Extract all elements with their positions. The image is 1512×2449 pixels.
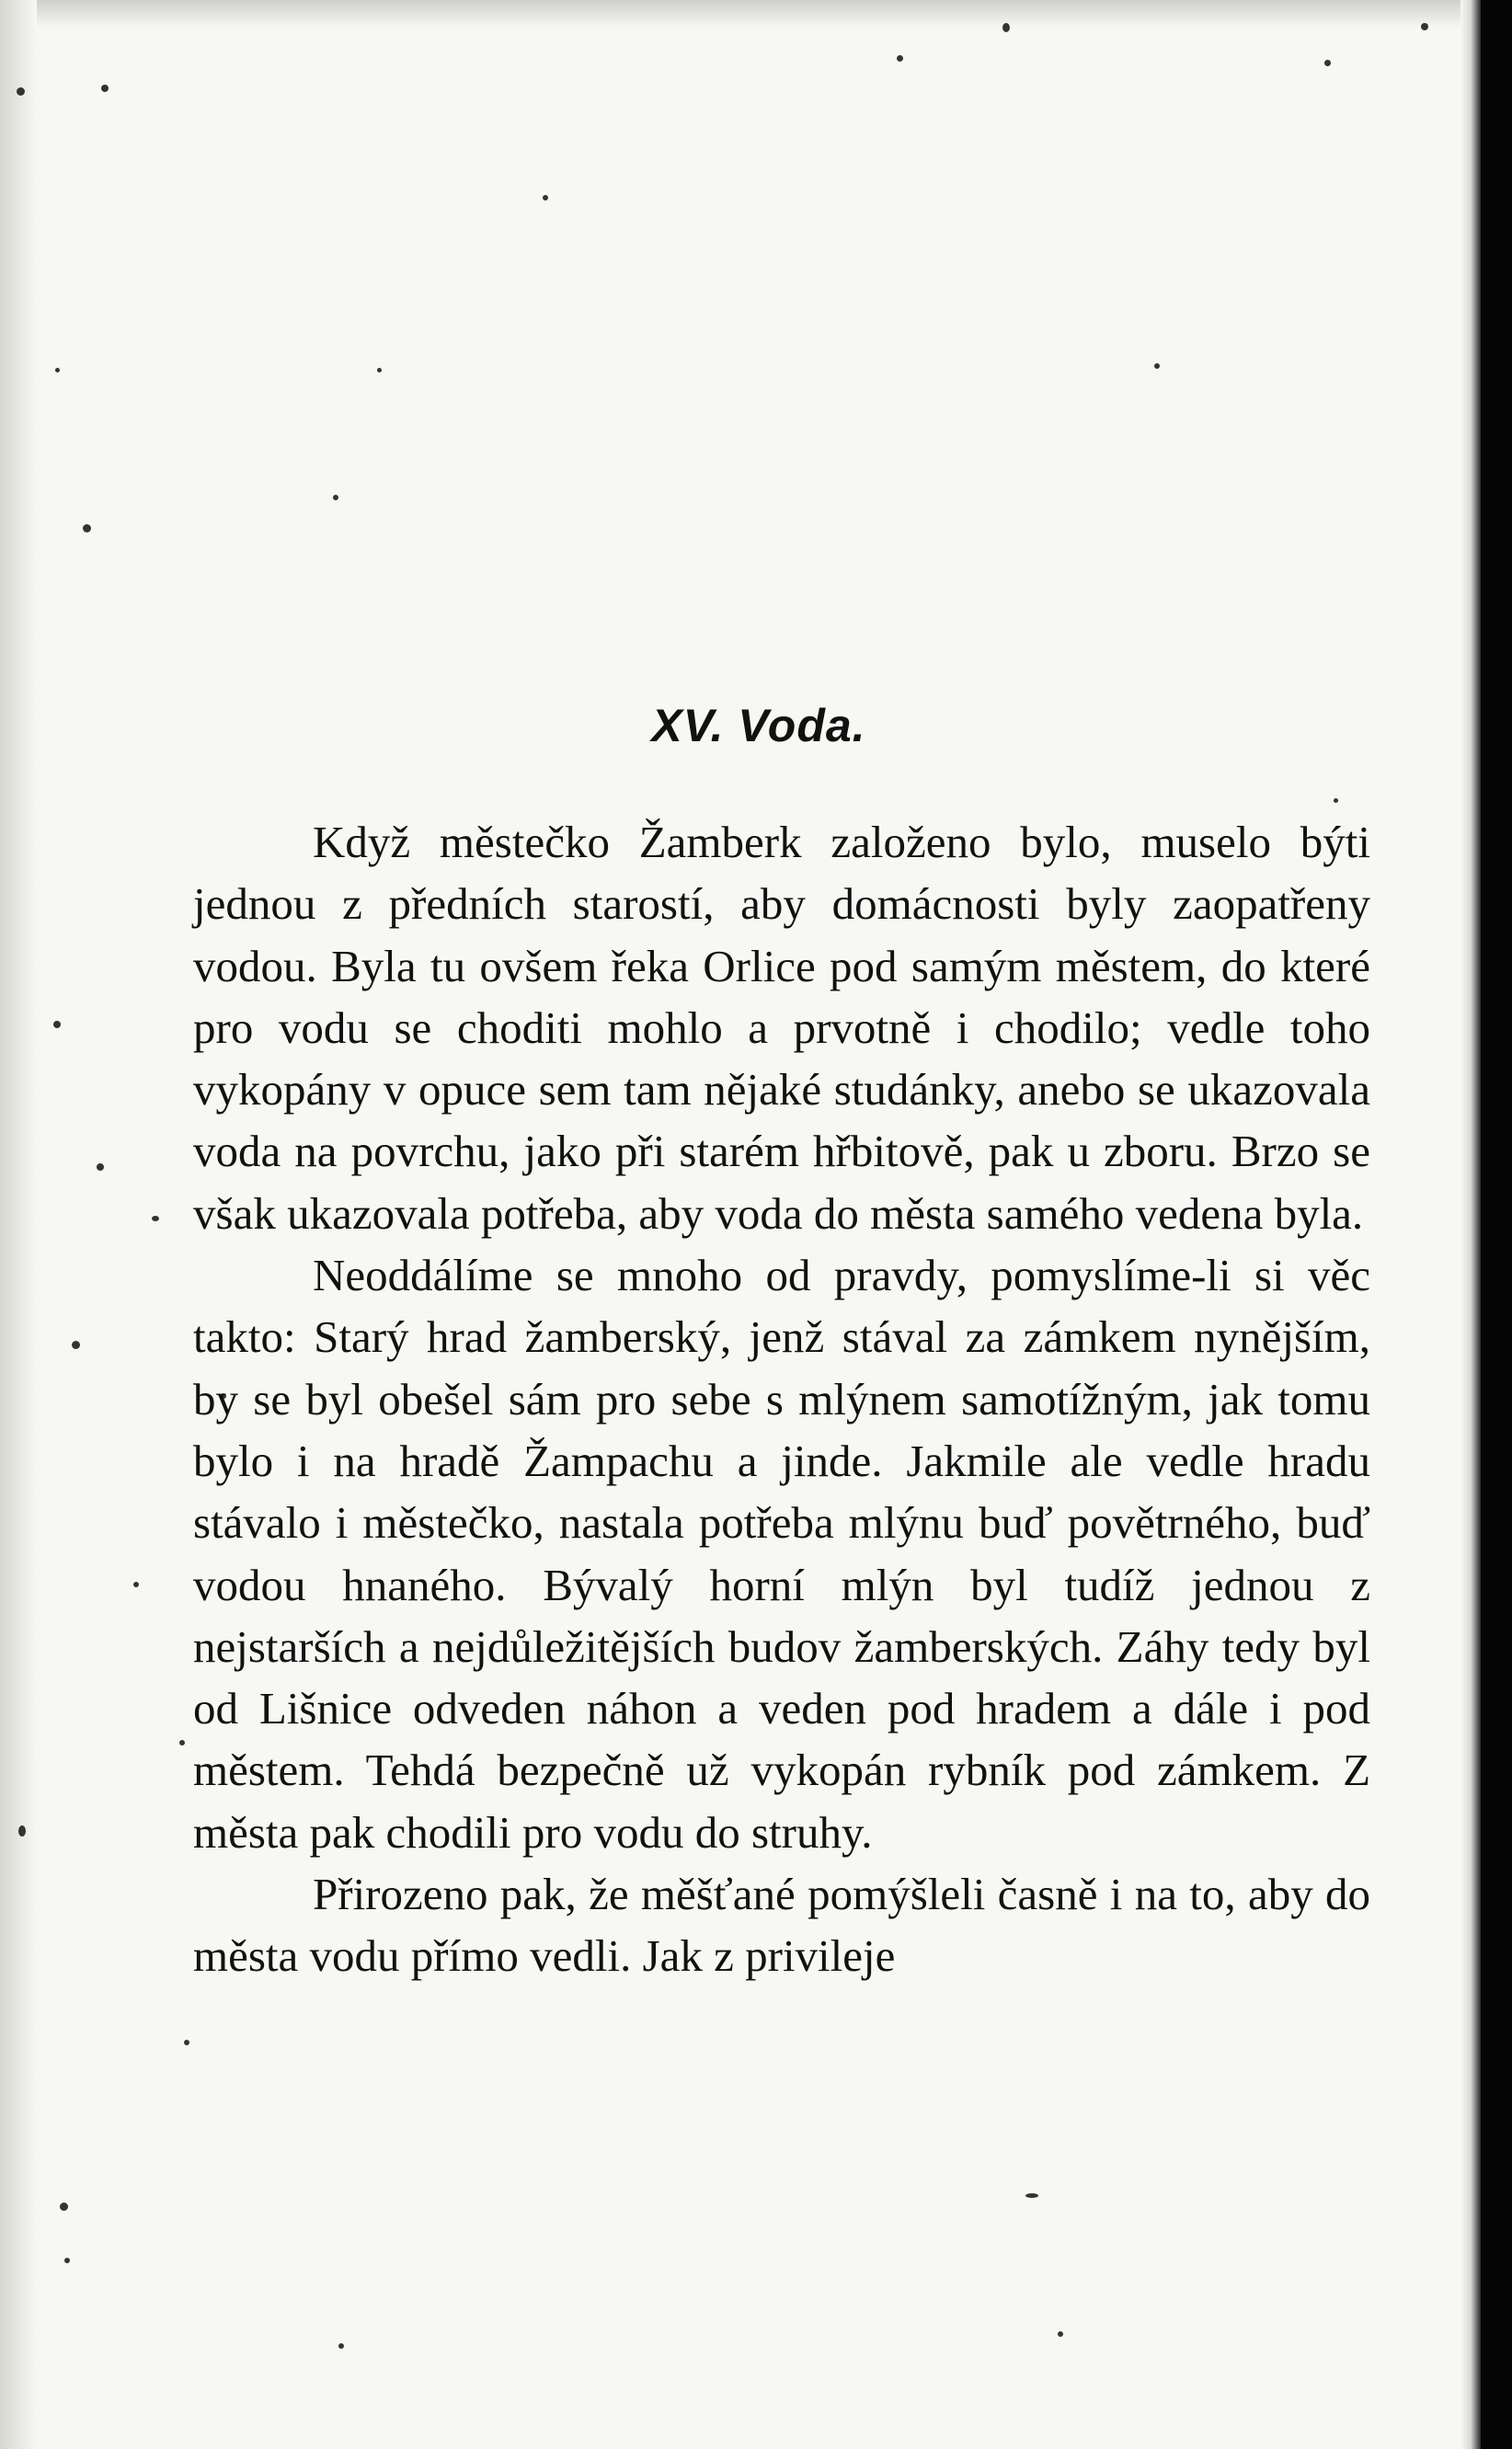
scan-speck (83, 524, 91, 532)
scan-speck (17, 87, 25, 96)
scan-right-border (1481, 0, 1512, 2449)
scan-speck (1002, 23, 1010, 32)
scan-speck (1154, 363, 1160, 369)
paragraph: Přirozeno pak, že měšťané pomýšleli časně i na to, aby do města vodu přímo vedli. Jak z privileje (193, 1869, 1370, 1982)
scan-speck (377, 368, 382, 372)
scan-speck (64, 2258, 70, 2263)
scan-speck (1334, 798, 1338, 803)
chapter-title: XV. Voda. (651, 700, 866, 751)
scan-speck (133, 1582, 139, 1587)
page-top-shadow (0, 0, 1481, 28)
scan-speck (897, 55, 903, 62)
scan-speck (1025, 2193, 1038, 2198)
scan-speck (152, 1216, 159, 1221)
scan-speck (18, 1825, 26, 1837)
scan-speck (333, 495, 338, 500)
body-text (193, 811, 1370, 1987)
paragraph: Když městečko Žamberk založeno bylo, muselo býti jednou z předních starostí, aby domácnosti byly zaopatřeny vodou. Byla tu ovšem řeka Orlice pod samým městem, do které pro vodu se choditi mohlo a prvotně i chodilo; vedle toho vykopány v opuce sem tam nějaké studánky, anebo se ukazovala voda na povrchu, jako při starém hřbitově, pak u zboru. Brzo se však ukazovala potřeba, aby voda do města samého vedena byla. (193, 817, 1370, 1239)
scan-speck (543, 195, 548, 200)
scan-speck (1421, 23, 1428, 30)
scan-speck (1324, 60, 1331, 66)
scan-speck (60, 2203, 68, 2211)
scan-speck (97, 1163, 104, 1171)
scan-speck (101, 85, 109, 92)
scan-speck (179, 1740, 185, 1745)
scan-speck (1058, 2331, 1063, 2337)
paragraph: Neoddálíme se mnoho od pravdy, pomyslíme-li si věc takto: Starý hrad žamberský, jenž stával za zámkem nynějším, by se byl obešel sám pro sebe s mlýnem samotížným, jak tomu bylo i na hradě Žampachu a jinde. Jakmile ale vedle hradu stávalo i městečko, nastala potřeba mlýnu buď povětrného, buď vodou hnaného. Bývalý horní mlýn byl tudíž jednou z nejstarších a nejdůležitějších budov žamberských. Záhy tedy byl od Lišnice odveden náhon a veden pod hradem a dále i pod městem. Tehdá bezpečně už vykopán rybník pod zámkem. Z města pak chodili pro vodu do struhy. (193, 1250, 1370, 1858)
page-left-shadow (0, 0, 37, 2449)
scan-speck (55, 368, 60, 372)
scan-speck (53, 1021, 61, 1028)
page-right-shadow (1460, 0, 1481, 2449)
scan-speck (72, 1341, 80, 1349)
scan-speck (338, 2343, 344, 2349)
scan-speck (184, 2040, 189, 2045)
